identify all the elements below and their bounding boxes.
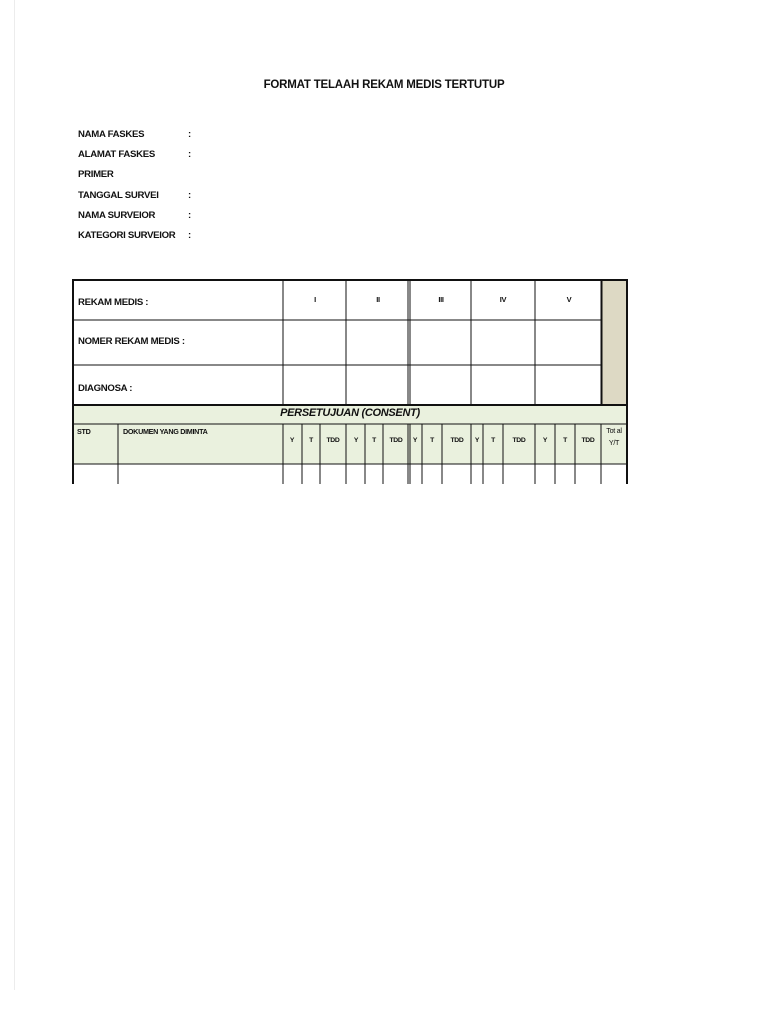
table-grid-lines	[72, 279, 628, 484]
sub-header-tdd: TDD	[389, 437, 403, 444]
info-label: ALAMAT FASKES	[78, 149, 155, 161]
column-header-total: Tot al Y/T	[606, 426, 622, 447]
sub-header-t: T	[491, 437, 495, 444]
side-shaded-cell	[602, 280, 627, 405]
column-header-ii: II	[376, 295, 380, 304]
info-colon: :	[188, 129, 191, 140]
sub-header-t: T	[372, 437, 376, 444]
row-label-rekam-medis: REKAM MEDIS :	[78, 297, 149, 308]
sub-header-y: Y	[289, 437, 295, 444]
document-title: FORMAT TELAAH REKAM MEDIS TERTUTUP	[263, 79, 505, 91]
info-colon: :	[188, 189, 191, 201]
review-table	[72, 279, 628, 484]
sub-header-tdd: TDD	[450, 437, 464, 444]
row-label-nomer-rekam-medis: NOMER REKAM MEDIS :	[78, 336, 185, 347]
sub-header-t: T	[563, 437, 567, 444]
info-colon: :	[188, 149, 191, 161]
sub-header-tdd: TDD	[512, 437, 526, 444]
sub-header-y: Y	[474, 437, 480, 444]
sub-header-y: Y	[412, 437, 418, 444]
sub-header-t: T	[430, 437, 434, 444]
sub-header-y: Y	[542, 437, 548, 444]
sub-header-tdd: TDD	[326, 437, 340, 444]
section-title-persetujuan: PERSETUJUAN (CONSENT)	[280, 407, 420, 419]
info-label: NAMA FASKES	[78, 129, 145, 140]
sub-header-t: T	[309, 437, 313, 444]
info-colon: :	[188, 229, 191, 241]
info-label: PRIMER	[78, 169, 114, 181]
info-colon: :	[188, 209, 191, 221]
sub-header-y: Y	[353, 437, 359, 444]
sub-header-tdd: TDD	[581, 437, 595, 444]
column-header-std: STD	[77, 427, 91, 436]
row-label-diagnosa: DIAGNOSA :	[78, 383, 133, 394]
column-header-v: V	[566, 295, 572, 304]
column-header-dokumen: DOKUMEN YANG DIMINTA	[123, 427, 208, 436]
info-label: TANGGAL SURVEI	[78, 189, 159, 201]
info-label: KATEGORI SURVEIOR	[78, 229, 176, 241]
info-label: NAMA SURVEIOR	[78, 209, 156, 221]
column-header-iv: IV	[499, 295, 507, 304]
page-edge-rule	[14, 0, 15, 990]
column-header-iii: III	[438, 295, 444, 304]
column-header-i: I	[314, 295, 316, 304]
